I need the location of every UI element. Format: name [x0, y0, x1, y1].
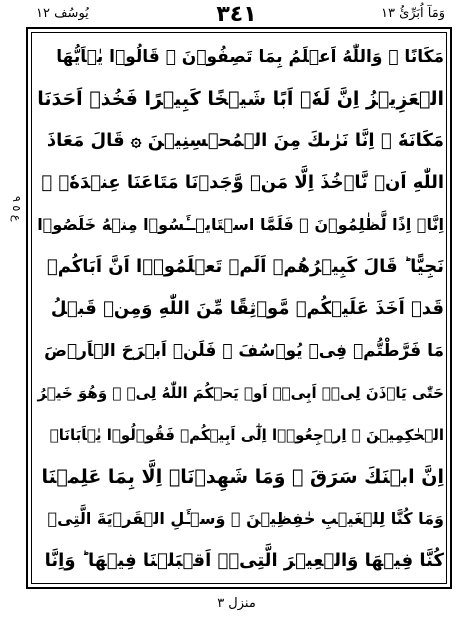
surah-name: يُوسُف ١٢ [36, 6, 89, 21]
text-line: حَتّٰى يَاۡذَنَ لِىۡۤ اَبِىۡۤ اَوۡ يَحۡكُمَ اللّٰهُ لِىۡ ۚ وَهُوَ خَيۡرُ [37, 383, 444, 402]
text-line: مَا فَرَّطْتُّمۡ فِىۡ يُوۡسُفَ ۚ فَلَنۡ اَبۡرَحَ الۡاَرۡضَ [44, 340, 444, 361]
text-line: اِنَّاۤ اِذًا لَّظٰلِمُوۡنَ ۞ فَلَمَّا اسۡتَايۡــَٔسُوۡا مِنۡهُ خَلَصُوۡا [37, 215, 444, 234]
ruku-margin-note: ع ٥ ٩ [10, 196, 23, 222]
text-line: قَدۡ اَخَذَ عَلَيۡكُمۡ مَّوۡثِقًا مِّنَ اللّٰهِ وَمِنۡ قَبۡلُ [50, 298, 444, 319]
text-line: وَمَا كُنَّا لِلۡغَيۡبِ حٰفِظِيۡنَ ۞ وَسۡـَٔلِ الۡقَرۡيَةَ الَّتِىۡ [47, 509, 444, 528]
text-line: الۡعَزِيۡزُ اِنَّ لَهٗۤ اَبًا شَيۡخًا كَبِيۡرًا فَخُذۡ اَحَدَنَا [37, 87, 444, 110]
text-line: اِنَّ ابۡنَكَ سَرَقَ ۚ وَمَا شَهِدۡنَاۤ اِلَّا بِمَا عَلِمۡنَا [41, 465, 444, 488]
text-line: مَكَانًا ۚ وَاللّٰهُ اَعۡلَمُ بِمَا تَصِفُوۡنَ ۞ قَالُوۡا يٰۤاَيُّهَا [56, 46, 444, 67]
para-name: وَمَآ اُبَرِّئُ ١٣ [380, 6, 445, 21]
text-line: مَكَانَهٗ ۚ اِنَّا نَرٰٮكَ مِنَ الۡمُحۡسِنِيۡنَ ۞ قَالَ مَعَاذَ [46, 130, 444, 151]
manzil-footer: منزل ٣ [217, 596, 256, 611]
text-line: الۡحٰكِمِيۡنَ ۞ اِرۡجِعُوۡۤا اِلٰٓى اَبِيۡكُمۡ فَقُوۡلُوۡا يٰۤاَبَانَاۤ [49, 425, 444, 444]
text-line: نَجِيًّا ؕ قَالَ كَبِيۡرُهُمۡ اَلَمۡ تَعۡلَمُوۡۤا اَنَّ اَبَاكُمۡ [46, 256, 444, 277]
text-line: اللّٰهِ اَنۡ نَّاۡخُذَ اِلَّا مَنۡ وَّجَدۡنَا مَتَاعَنَا عِنۡدَهٗۤ ۙ [41, 172, 444, 193]
text-line: كُنَّا فِيۡهَا وَالۡعِيۡرَ الَّتِىۡۤ اَقۡبَلۡنَا فِيۡهَا ؕ وَاِنَّا [44, 550, 444, 571]
page-number: ٣٤١ [216, 2, 257, 27]
text-body [34, 36, 444, 582]
